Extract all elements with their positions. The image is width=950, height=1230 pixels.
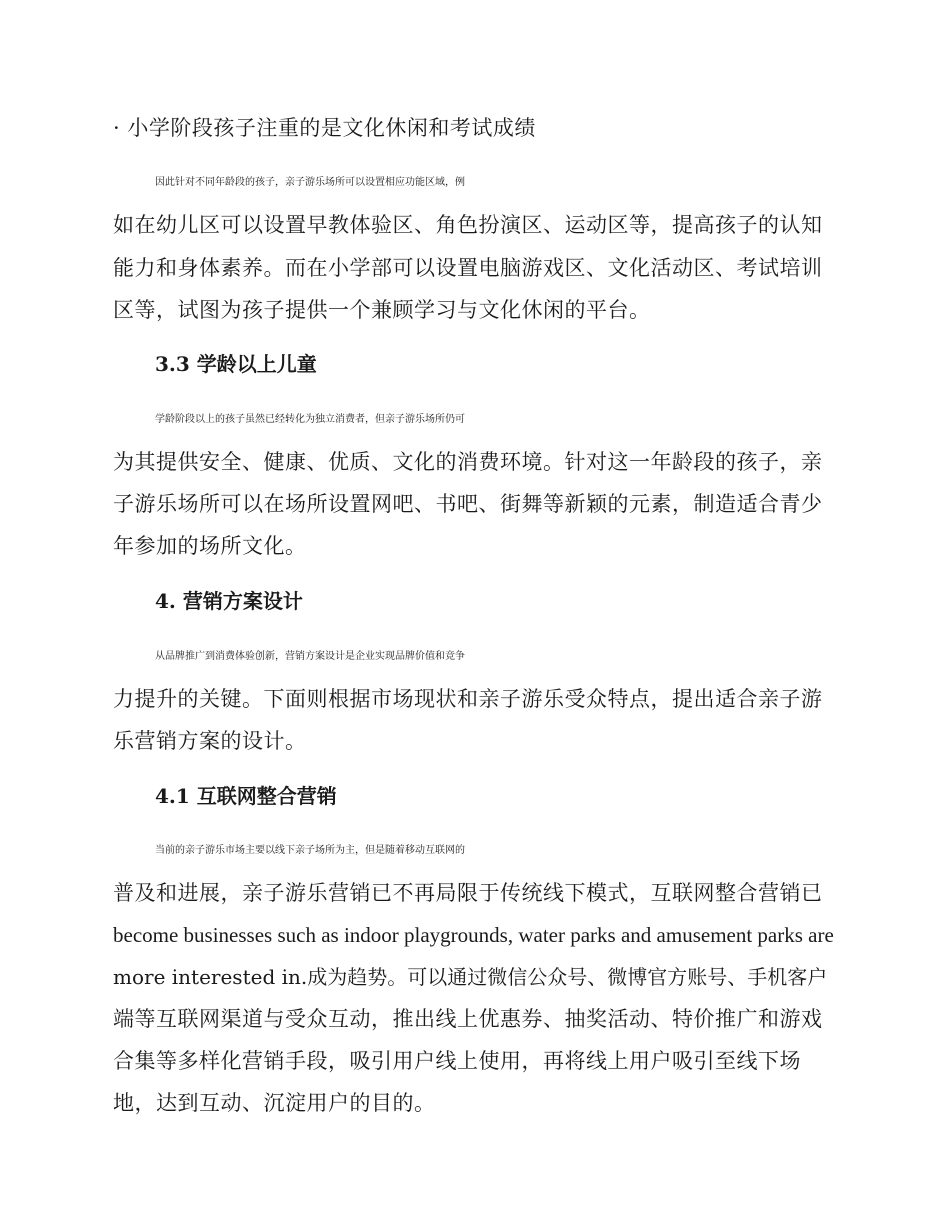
paragraph-line: become businesses such as indoor playgrounds, water parks and amusement parks are xyxy=(113,923,834,947)
paragraph-line: 能力和身体素养。而在小学部可以设置电脑游戏区、文化活动区、考试培训 xyxy=(113,256,823,280)
paragraph-line: 当前的亲子游乐市场主要以线下亲子场所为主，但是随着移动互联网的 xyxy=(155,845,465,856)
paragraph-line: 区等，试图为孩子提供一个兼顾学习与文化休闲的平台。 xyxy=(113,298,651,322)
paragraph-line: 端等互联网渠道与受众互动，推出线上优惠券、抽奖活动、特价推广和游戏 xyxy=(113,1007,823,1031)
paragraph-line: 子游乐场所可以在场所设置网吧、书吧、街舞等新颖的元素，制造适合青少 xyxy=(113,492,823,516)
paragraph-line: 如在幼儿区可以设置早教体验区、角色扮演区、运动区等，提高孩子的认知 xyxy=(113,213,823,237)
bullet-line: · 小学阶段孩子注重的是文化休闲和考试成绩 xyxy=(113,116,536,140)
paragraph-line: 因此针对不同年龄段的孩子，亲子游乐场所可以设置相应功能区域，例 xyxy=(155,177,465,188)
paragraph-line: 力提升的关键。下面则根据市场现状和亲子游乐受众特点，提出适合亲子游 xyxy=(113,687,823,711)
paragraph-line: 普及和进展，亲子游乐营销已不再局限于传统线下模式，互联网整合营销已 xyxy=(113,881,823,905)
paragraph-line: 乐营销方案的设计。 xyxy=(113,729,307,753)
paragraph-line: 学龄阶段以上的孩子虽然已经转化为独立消费者，但亲子游乐场所仍可 xyxy=(155,414,465,425)
paragraph-line: 为其提供安全、健康、优质、文化的消费环境。针对这一年龄段的孩子，亲 xyxy=(113,450,823,474)
paragraph-line: 年参加的场所文化。 xyxy=(113,534,307,558)
paragraph-line: 地，达到互动、沉淀用户的目的。 xyxy=(113,1091,436,1115)
paragraph-line: more interested in.成为趋势。可以通过微信公众号、微博官方账号、手机客户 xyxy=(113,965,828,989)
section-heading-4: 4. 营销方案设计 xyxy=(155,589,303,613)
paragraph-line: 合集等多样化营销手段，吸引用户线上使用，再将线上用户吸引至线下场 xyxy=(113,1049,801,1073)
section-heading-3-3: 3.3 学龄以上儿童 xyxy=(155,352,317,376)
paragraph-line: 从品牌推广到消费体验创新，营销方案设计是企业实现品牌价值和竞争 xyxy=(155,651,465,662)
section-heading-4-1: 4.1 互联网整合营销 xyxy=(155,784,337,808)
